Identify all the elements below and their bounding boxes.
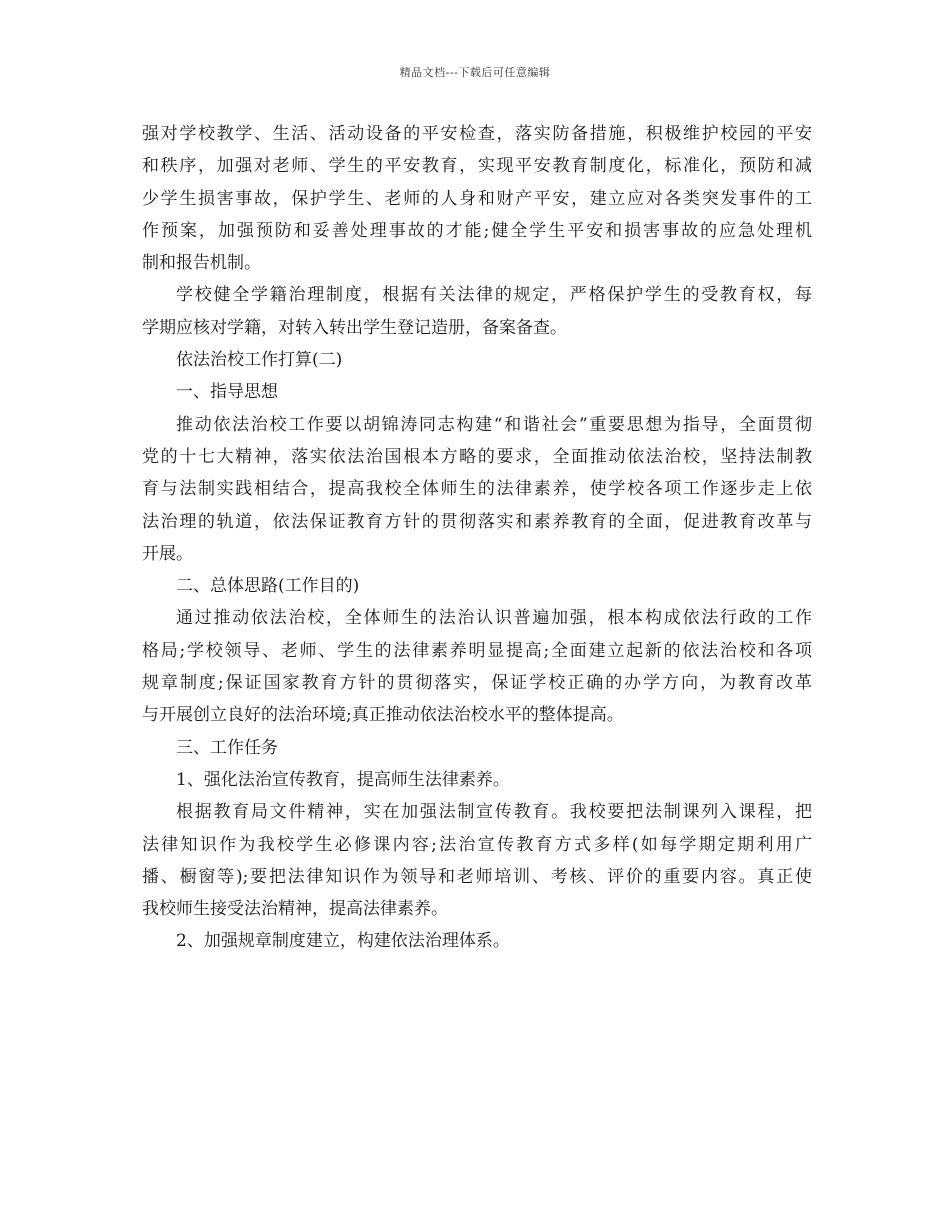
text-line: 2、加强规章制度建立，构建依法治理体系。	[176, 931, 510, 952]
text-line: 依法治校工作打算(二)	[176, 350, 343, 371]
text-line: 根据教育局文件精神，实在加强法制宣传教育。我校要把法制课列入课程，把	[176, 802, 812, 823]
text-line: 作预案，加强预防和妥善处理事故的才能;健全学生平安和损害事故的应急处理机	[142, 220, 812, 241]
text-line: 制和报告机制。	[142, 253, 261, 274]
text-line: 推动依法治校工作要以胡锦涛同志构建“和谐社会”重要思想为指导，全面贯彻	[176, 414, 812, 435]
text-line: 育与法制实践相结合，提高我校全体师生的法律素养，使学校各项工作逐步走上依	[142, 479, 812, 500]
text-line: 一、指导思想	[176, 382, 278, 403]
text-line: 播、橱窗等);要把法律知识作为领导和老师培训、考核、评价的重要内容。真正使	[142, 866, 812, 887]
text-line: 开展。	[142, 543, 193, 564]
text-line: 通过推动依法治校，全体师生的法治认识普遍加强，根本构成依法行政的工作	[176, 608, 812, 629]
text-line: 党的十七大精神，落实依法治国根本方略的要求，全面推动依法治校，坚持法制教	[142, 446, 812, 467]
text-line: 和秩序，加强对老师、学生的平安教育，实现平安教育制度化，标准化，预防和减	[142, 156, 812, 177]
page-header: 精品文档---下载后可任意编辑	[399, 66, 551, 79]
text-line: 我校师生接受法治精神，提高法律素养。	[142, 899, 448, 920]
text-line: 1、强化法治宣传教育，提高师生法律素养。	[176, 769, 510, 790]
text-line: 强对学校教学、生活、活动设备的平安检查，落实防备措施，积极维护校园的平安	[142, 124, 812, 144]
text-line: 二、总体思路(工作目的)	[176, 576, 360, 597]
text-line: 法治理的轨道，依法保证教育方针的贯彻落实和素养教育的全面，促进教育改革与	[142, 511, 812, 532]
text-line: 法律知识作为我校学生必修课内容;法治宣传教育方式多样(如每学期定期利用广	[142, 834, 812, 855]
text-line: 学校健全学籍治理制度，根据有关法律的规定，严格保护学生的受教育权，每	[176, 285, 812, 306]
text-line: 与开展创立良好的法治环境;真正推动依法治校水平的整体提高。	[142, 705, 624, 726]
text-line: 学期应核对学籍，对转入转出学生登记造册，备案备查。	[142, 317, 567, 338]
text-line: 三、工作任务	[176, 737, 278, 758]
text-line: 规章制度;保证国家教育方针的贯彻落实，保证学校正确的办学方向，为教育改革	[142, 673, 812, 694]
text-line: 少学生损害事故，保护学生、老师的人身和财产平安，建立应对各类突发事件的工	[142, 188, 812, 209]
document-body	[142, 118, 812, 958]
text-line: 格局;学校领导、老师、学生的法律素养明显提高;全面建立起新的依法治校和各项	[142, 640, 812, 661]
